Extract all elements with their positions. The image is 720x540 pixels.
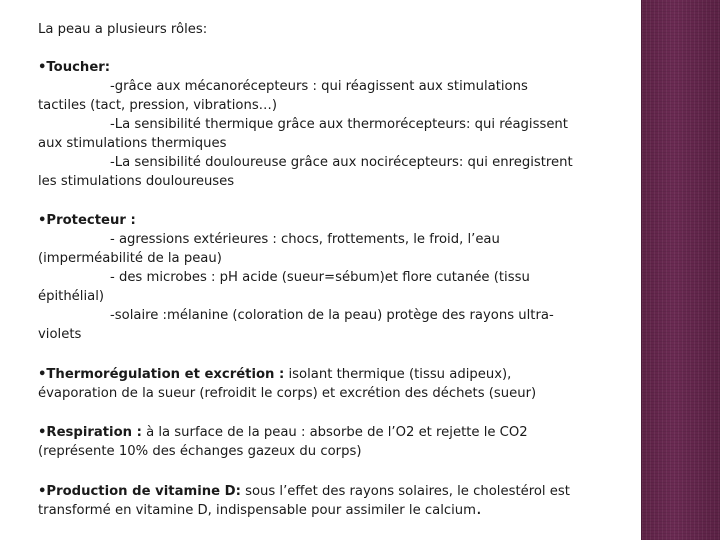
section-respiration (38, 423, 628, 461)
vitamine-line-1-text: sous l’effet des rayons solaires, le cholestérol est (240, 484, 570, 499)
toucher-line-2: tactiles (tact, pression, vibrations…) (38, 98, 278, 113)
respiration-line-1-text: à la surface de la peau : absorbe de l’O2 et rejette le CO2 (141, 425, 528, 440)
toucher-line-4: aux stimulations thermiques (38, 136, 227, 151)
section-vitamine-d (38, 482, 628, 520)
toucher-line-5: -La sensibilité douloureuse grâce aux nocirécepteurs: qui enregistrent (110, 155, 573, 170)
toucher-heading: •Toucher: (38, 60, 111, 75)
thermo-line-1 (38, 365, 628, 384)
vitamine-line-1 (38, 482, 628, 501)
thermo-line-2: évaporation de la sueur (refroidit le corps) et excrétion des déchets (sueur) (38, 386, 537, 401)
section-thermoregulation (38, 365, 628, 403)
thermo-line-1-text: isolant thermique (tissu adipeux), (284, 367, 512, 382)
decorative-sidebar (641, 0, 720, 540)
protecteur-line-5: -solaire :mélanine (coloration de la peau) protège des rayons ultra- (110, 308, 554, 323)
toucher-line-3: -La sensibilité thermique grâce aux thermorécepteurs: qui réagissent (110, 117, 568, 132)
protecteur-line-3: - des microbes : pH acide (sueur=sébum)et flore cutanée (tissu (110, 270, 530, 285)
respiration-line-1 (38, 423, 628, 442)
final-period: . (476, 498, 482, 519)
section-protecteur (38, 211, 628, 344)
toucher-line-1: -grâce aux mécanorécepteurs : qui réagissent aux stimulations (110, 79, 528, 94)
toucher-line-6: les stimulations douloureuses (38, 174, 235, 189)
thermo-heading: •Thermorégulation et excrétion : (38, 367, 285, 382)
vitamine-line-2 (38, 498, 628, 520)
vitamine-line-2-text: transformé en vitamine D, indispensable pour assimiler le calcium (38, 503, 476, 518)
protecteur-heading: •Protecteur : (38, 213, 136, 228)
respiration-line-2: (représente 10% des échanges gazeux du corps) (38, 444, 362, 459)
intro-text: La peau a plusieurs rôles: (38, 22, 208, 37)
protecteur-line-1: - agressions extérieures : chocs, frottements, le froid, l’eau (110, 232, 500, 247)
protecteur-line-2: (imperméabilité de la peau) (38, 251, 222, 266)
respiration-heading: •Respiration : (38, 425, 142, 440)
section-toucher (38, 58, 628, 191)
protecteur-line-4: épithélial) (38, 289, 105, 304)
vitamine-heading: •Production de vitamine D: (38, 484, 241, 499)
protecteur-line-6: violets (38, 327, 82, 342)
